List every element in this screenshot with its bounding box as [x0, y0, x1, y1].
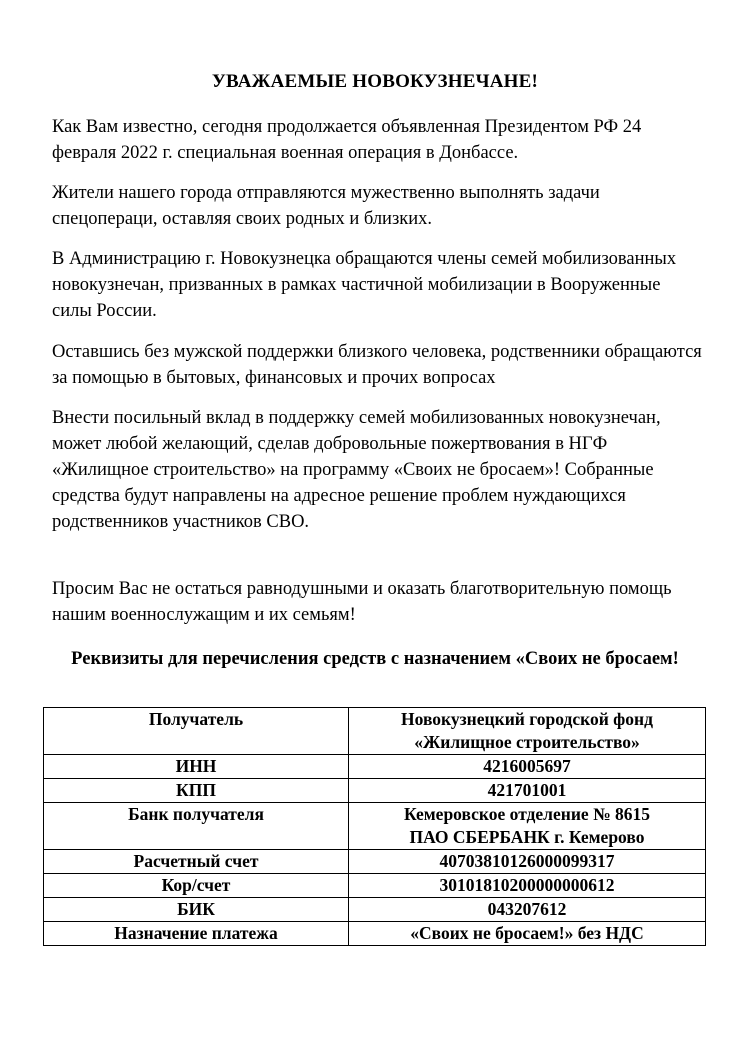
row-value: 40703810126000099317 — [349, 850, 706, 874]
table-row — [44, 779, 706, 803]
paragraph-donation: Внести посильный вклад в поддержку семей мобилизованных новокузнечан, может любой желающий, сделав добровольные пожертвования в НГФ «Жилищное строительство» на программу «Своих не бросаем»! Собранные средства будут направлены на адресное решение проблем нуждающихся родственников участников СВО. — [52, 408, 661, 532]
row-value — [349, 803, 706, 850]
paragraph-administration: В Администрацию г. Новокузнецка обращаются члены семей мобилизованных новокузнечан, призванных в рамках частичной мобилизации в Вооруженные силы России. — [52, 249, 677, 321]
table-row — [44, 922, 706, 946]
table-row — [44, 874, 706, 898]
paragraph-residents: Жители нашего города отправляются мужественно выполнять задачи спецопераци, оставляя своих родных и близких. — [52, 183, 600, 229]
page-title: УВАЖАЕМЫЕ НОВОКУЗНЕЧАНЕ! — [211, 71, 539, 92]
row-label: Расчетный счет — [44, 850, 349, 874]
value-line: «Жилищное строительство» — [414, 732, 640, 752]
row-label: БИК — [44, 898, 349, 922]
row-label: КПП — [44, 779, 349, 803]
row-value: 30101810200000000612 — [349, 874, 706, 898]
paragraph-appeal: Просим Вас не остаться равнодушными и оказать благотворительную помощь нашим военнослужащим и их семьям! — [52, 579, 672, 625]
table-row — [44, 898, 706, 922]
table-row — [44, 755, 706, 779]
table-row — [44, 850, 706, 874]
row-label: Кор/счет — [44, 874, 349, 898]
value-line: ПАО СБЕРБАНК г. Кемерово — [409, 827, 645, 847]
requisites-heading: Реквизиты для перечисления средств с назначением «Своих не бросаем! — [71, 649, 679, 669]
row-label: Банк получателя — [44, 803, 349, 850]
row-label: Назначение платежа — [44, 922, 349, 946]
row-value: 4216005697 — [349, 755, 706, 779]
value-line: Новокузнецкий городской фонд — [401, 709, 653, 729]
row-value — [349, 708, 706, 755]
value-line: Кемеровское отделение № 8615 — [403, 804, 651, 824]
paragraph-relatives: Оставшись без мужской поддержки близкого человека, родственники обращаются за помощью в бытовых, финансовых и прочих вопросах — [52, 342, 702, 388]
row-value: 043207612 — [349, 898, 706, 922]
paragraph-intro: Как Вам известно, сегодня продолжается объявленная Президентом РФ 24 февраля 2022 г. специальная военная операция в Донбассе. — [52, 117, 642, 163]
row-label: ИНН — [44, 755, 349, 779]
table-row — [44, 803, 706, 850]
row-value: «Своих не бросаем!» без НДС — [349, 922, 706, 946]
row-value: 421701001 — [349, 779, 706, 803]
row-label: Получатель — [44, 708, 349, 755]
table-row — [44, 708, 706, 755]
requisites-table — [43, 707, 706, 946]
